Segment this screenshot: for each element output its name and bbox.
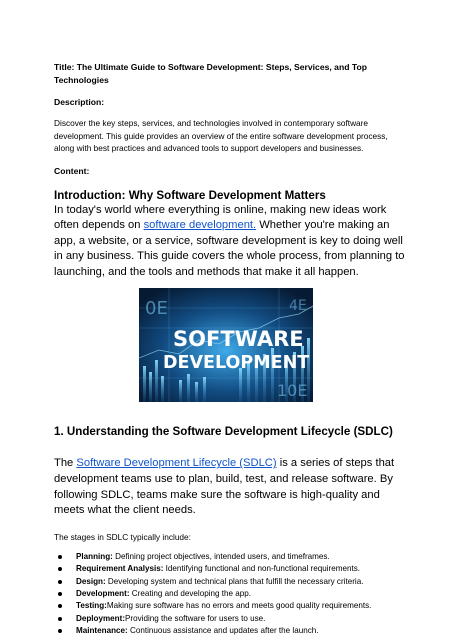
bullet-icon (58, 555, 62, 559)
bullet-icon (58, 629, 62, 633)
intro-text-end: Whether you're making an app, a website, or a service, software development is key to doing well in any business. This guide covers the whole process, from planning to launching, and the tools and methods that make it all happen. (54, 219, 405, 278)
hero-decor-digits-3: 4E (289, 298, 307, 315)
stages-intro: The stages in SDLC typically include: (54, 531, 191, 542)
content-label: Content: (54, 165, 90, 176)
bullet-icon (58, 567, 62, 571)
hero-title-line-1: SOFTWARE (173, 327, 304, 352)
stage-term: Design: (76, 576, 106, 586)
bullet-icon (58, 604, 62, 608)
section1-heading: 1. Understanding the Software Development Lifecycle (SDLC) (54, 425, 393, 439)
hero-decor-digits-2: 10E (277, 381, 308, 401)
software-development-hero-image (139, 288, 313, 402)
sdlc-link[interactable]: Software Development Lifecycle (SDLC) (76, 457, 277, 470)
list-item (54, 625, 406, 637)
bullet-icon (58, 580, 62, 584)
description-label: Description: (54, 97, 105, 107)
list-item (54, 588, 406, 600)
list-item (54, 551, 406, 563)
document-content (54, 61, 406, 638)
list-item (54, 613, 406, 625)
stage-text: Identifying functional and non-functional requirements. (163, 564, 361, 574)
section1-paragraph (54, 456, 406, 518)
intro-paragraph (54, 203, 406, 281)
stage-text: Creating and developing the app. (129, 589, 252, 599)
hero-title-line-2: DEVELOPMENT (163, 353, 310, 374)
software-development-link[interactable]: software development. (143, 219, 257, 232)
stage-term: Development: (76, 589, 130, 599)
section1-text-start: The (54, 457, 77, 470)
description-text: Discover the key steps, services, and technologies involved in contemporary software development. This guide provides an overview of the entire software development process, along with best practices and advanced tools to support developers and businesses. (54, 118, 388, 153)
bullet-icon (58, 592, 62, 596)
intro-text-start: In today's world where everything is online, making new ideas work often depends on (54, 203, 387, 232)
stage-term: Deployment: (76, 613, 126, 623)
section1-text-end: is a series of steps that development teams use to plan, build, test, and release software. By following SDLC, teams make sure the software is high-quality and meets what the client needs. (54, 457, 395, 517)
stage-term: Maintenance: (76, 626, 128, 636)
intro-heading: Introduction: Why Software Development Matters (54, 188, 326, 202)
stage-term: Requirement Analysis: (76, 564, 164, 574)
hero-illustration (139, 288, 313, 402)
sdlc-stages-list (54, 551, 406, 638)
bullet-icon (58, 617, 62, 621)
stage-term: Planning: (76, 551, 113, 561)
list-item (54, 600, 406, 612)
stage-text: Providing the software for users to use. (125, 613, 266, 623)
document-title: Title: The Ultimate Guide to Software Development: Steps, Services, and Top Technologies (54, 62, 367, 85)
hero-decor-digits-1: 0E (145, 298, 168, 320)
stage-text: Making sure software has no errors and meets good quality requirements. (106, 601, 372, 611)
stage-term: Testing: (76, 601, 107, 611)
list-item (54, 576, 406, 588)
stage-text: Defining project objectives, intended users, and timeframes. (112, 551, 330, 561)
stage-text: Continuous assistance and updates after the launch. (127, 626, 319, 636)
list-item (54, 563, 406, 575)
stage-text: Developing system and technical plans that fulfill the necessary criteria. (105, 576, 364, 586)
